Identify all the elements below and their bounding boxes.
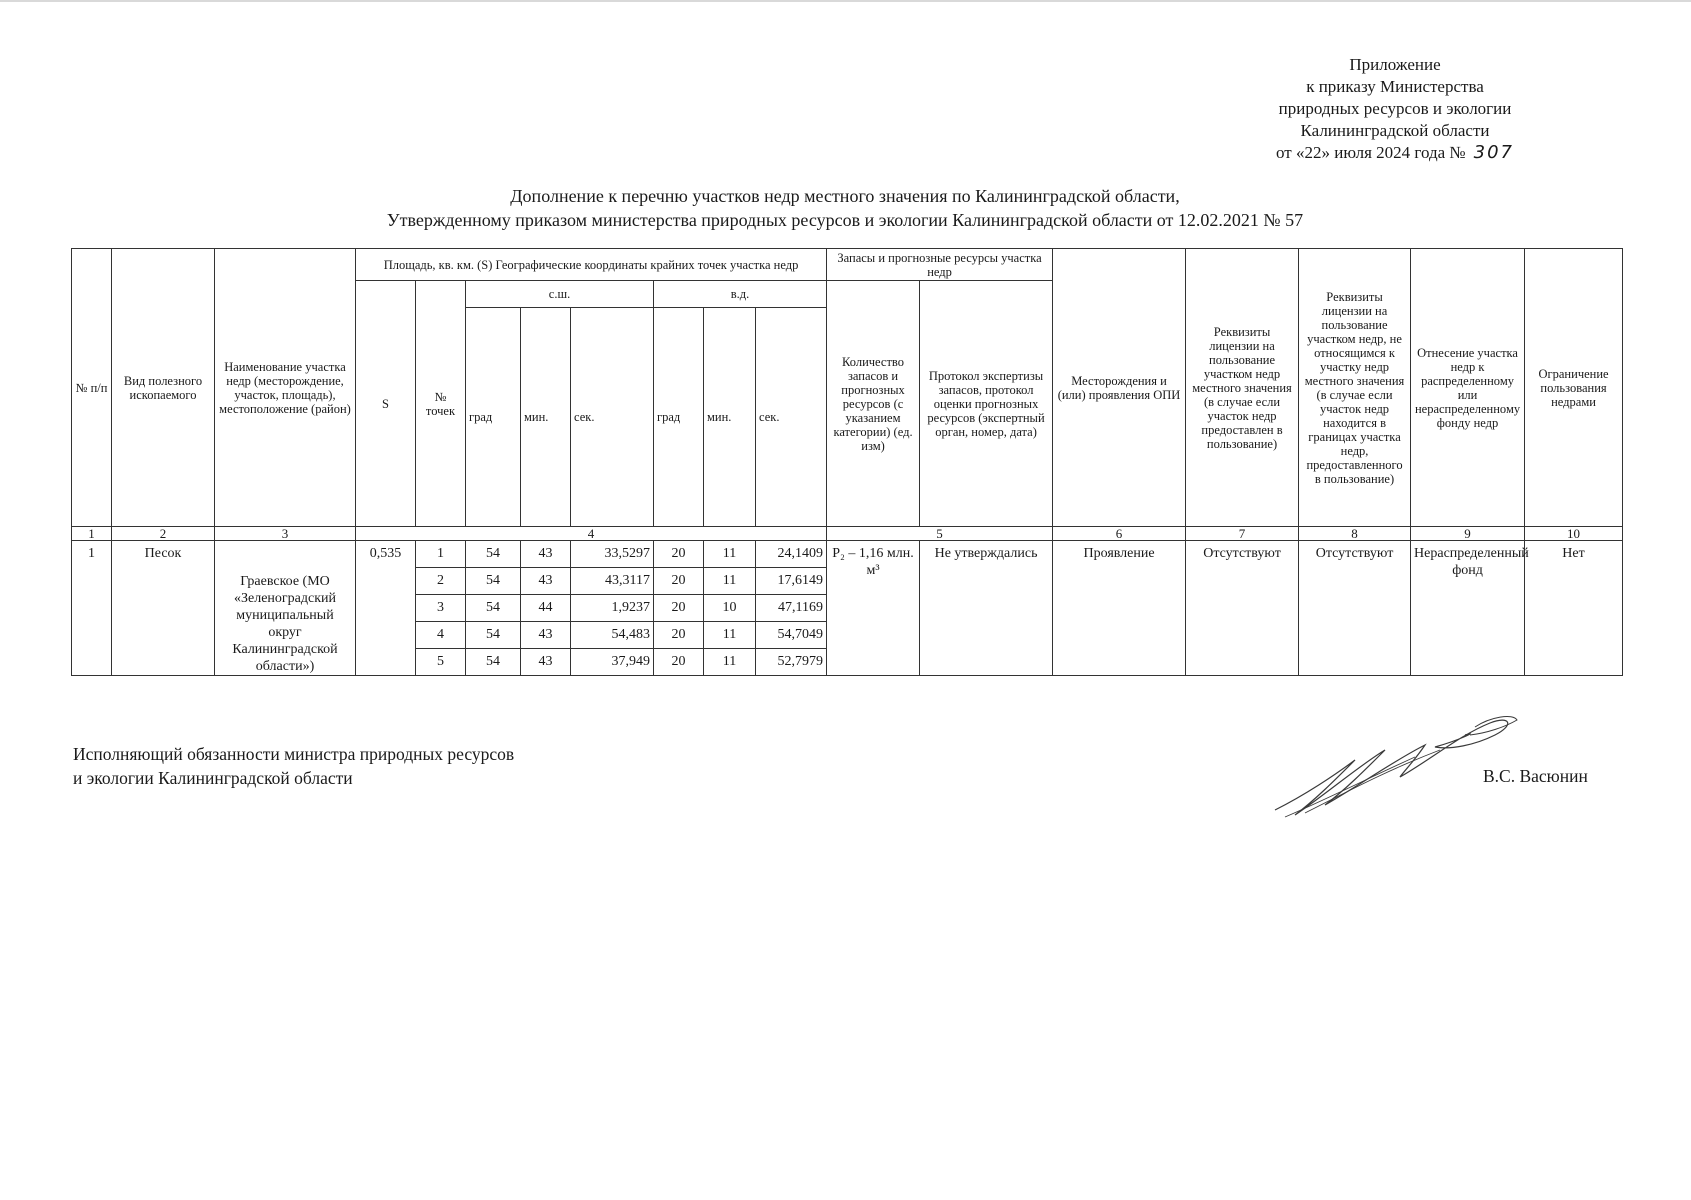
- lat-deg: 54: [466, 568, 521, 595]
- lat-sec: 54,483: [571, 622, 654, 649]
- header-protocol: Протокол экспертизы запасов, протокол оценки прогнозных ресурсов (экспертный орган, номер, дата): [920, 281, 1053, 527]
- document-title: [70, 184, 1620, 232]
- header-license-other: Реквизиты лицензии на пользование участком недр, не относящимся к участку недр местного значения (в случае если участок недр находится в границах участка недр, предоставленного в пользование): [1299, 249, 1411, 527]
- appendix-line: природных ресурсов и экологии: [1278, 99, 1512, 118]
- lon-deg: 20: [654, 649, 704, 676]
- row-name: Граевское (МО «Зеленоградский муниципальный округ Калининградской области»): [215, 541, 356, 676]
- row-license-other: Отсутствуют: [1299, 541, 1411, 676]
- lon-deg: 20: [654, 568, 704, 595]
- table-row: [72, 541, 1623, 568]
- column-number: 2: [112, 527, 215, 541]
- row-deposits: Проявление: [1053, 541, 1186, 676]
- header-lat-sec: сек.: [571, 308, 654, 527]
- lat-min: 43: [521, 568, 571, 595]
- row-license-local: Отсутствуют: [1186, 541, 1299, 676]
- header-deposits: Месторождения и (или) проявления ОПИ: [1053, 249, 1186, 527]
- lon-min: 11: [704, 649, 756, 676]
- lat-sec: 43,3117: [571, 568, 654, 595]
- header-points: № точек: [416, 281, 466, 527]
- header-lon-min: мин.: [704, 308, 756, 527]
- lat-min: 43: [521, 649, 571, 676]
- lat-sec: 1,9237: [571, 595, 654, 622]
- lat-sec: 33,5297: [571, 541, 654, 568]
- appendix-line: Приложение: [1349, 55, 1441, 74]
- position-line: Исполняющий обязанности министра природных ресурсов: [73, 744, 515, 764]
- appendix-number: 307: [1473, 142, 1514, 163]
- title-line: Дополнение к перечню участков недр местного значения по Калининградской области,: [510, 186, 1180, 206]
- header-lon-deg: град: [654, 308, 704, 527]
- lon-min: 11: [704, 622, 756, 649]
- lat-min: 43: [521, 622, 571, 649]
- lat-min: 43: [521, 541, 571, 568]
- appendix-line: к приказу Министерства: [1306, 77, 1484, 96]
- lon-deg: 20: [654, 622, 704, 649]
- signatory-position: [73, 742, 514, 790]
- lon-min: 11: [704, 568, 756, 595]
- header-fund: Отнесение участка недр к распределенному или нераспределенному фонду недр: [1411, 249, 1525, 527]
- lon-sec: 24,1409: [756, 541, 827, 568]
- lat-min: 44: [521, 595, 571, 622]
- lat-deg: 54: [466, 541, 521, 568]
- header-quantity: Количество запасов и прогнозных ресурсов (с указанием категории) (ед. изм): [827, 281, 920, 527]
- appendix-header: [1245, 54, 1545, 164]
- column-number: 1: [72, 527, 112, 541]
- appendix-date: от «22» июля 2024 года №: [1276, 143, 1466, 162]
- lat-deg: 54: [466, 649, 521, 676]
- header-latitude: с.ш.: [466, 281, 654, 308]
- row-restriction: Нет: [1525, 541, 1623, 676]
- lat-deg: 54: [466, 595, 521, 622]
- column-number: 5: [827, 527, 1053, 541]
- header-lon-sec: сек.: [756, 308, 827, 527]
- point-number: 5: [416, 649, 466, 676]
- subsoil-table: [71, 248, 1623, 676]
- position-line: и экологии Калининградской области: [73, 768, 353, 788]
- header-mineral: Вид полезного ископаемого: [112, 249, 215, 527]
- header-reserves: Запасы и прогнозные ресурсы участка недр: [827, 249, 1053, 281]
- row-num: 1: [72, 541, 112, 676]
- column-number: 7: [1186, 527, 1299, 541]
- lon-min: 10: [704, 595, 756, 622]
- point-number: 2: [416, 568, 466, 595]
- header-longitude: в.д.: [654, 281, 827, 308]
- scan-edge: [0, 0, 1691, 2]
- header-s: S: [356, 281, 416, 527]
- lon-sec: 52,7979: [756, 649, 827, 676]
- header-restriction: Ограничение пользования недрами: [1525, 249, 1623, 527]
- header-name: Наименование участка недр (месторождение, участок, площадь), местоположение (район): [215, 249, 356, 527]
- row-protocol: Не утверждались: [920, 541, 1053, 676]
- header-num: № п/п: [72, 249, 112, 527]
- lon-sec: 17,6149: [756, 568, 827, 595]
- column-number: 10: [1525, 527, 1623, 541]
- header-lat-deg: град: [466, 308, 521, 527]
- column-number: 6: [1053, 527, 1186, 541]
- lon-deg: 20: [654, 541, 704, 568]
- lat-deg: 54: [466, 622, 521, 649]
- header-license-local: Реквизиты лицензии на пользование участком недр местного значения (в случае если участок недр предоставлен в пользование): [1186, 249, 1299, 527]
- signatory-name: В.С. Васюнин: [1483, 766, 1588, 786]
- handwritten-signature: [1265, 705, 1525, 825]
- point-number: 4: [416, 622, 466, 649]
- lon-sec: 47,1169: [756, 595, 827, 622]
- row-area: 0,535: [356, 541, 416, 676]
- lon-min: 11: [704, 541, 756, 568]
- row-quantity: P₂ – 1,16 млн. м³: [827, 541, 920, 676]
- appendix-line: Калининградской области: [1300, 121, 1490, 140]
- header-lat-min: мин.: [521, 308, 571, 527]
- title-line: Утвержденному приказом министерства природных ресурсов и экологии Калининградской области от 12.02.2021 № 57: [386, 210, 1304, 230]
- point-number: 1: [416, 541, 466, 568]
- appendix-date-line: [1245, 142, 1545, 164]
- lon-sec: 54,7049: [756, 622, 827, 649]
- lon-deg: 20: [654, 595, 704, 622]
- header-area-coordinates: Площадь, кв. км. (S) Географические координаты крайних точек участка недр: [356, 249, 827, 281]
- point-number: 3: [416, 595, 466, 622]
- row-mineral: Песок: [112, 541, 215, 676]
- column-number: 9: [1411, 527, 1525, 541]
- column-number: 8: [1299, 527, 1411, 541]
- column-number-row: [72, 527, 1623, 541]
- column-number: 4: [356, 527, 827, 541]
- lat-sec: 37,949: [571, 649, 654, 676]
- column-number: 3: [215, 527, 356, 541]
- row-fund: Нераспределенный фонд: [1411, 541, 1525, 676]
